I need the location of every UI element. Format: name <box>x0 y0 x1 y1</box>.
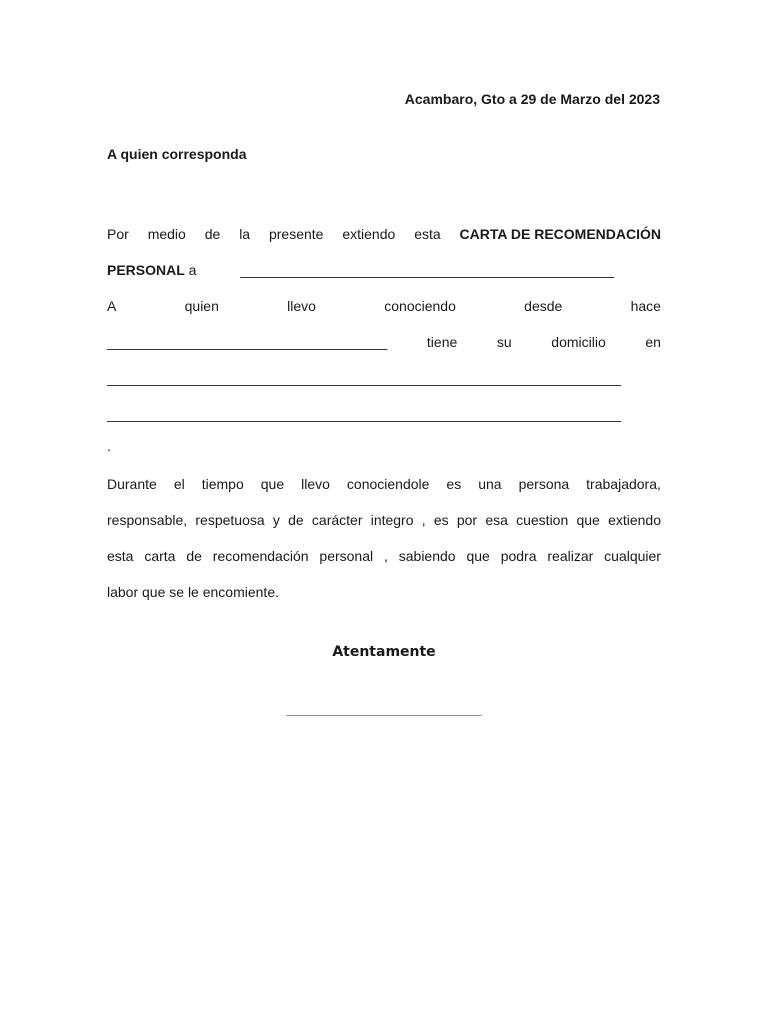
letter-type-bold: CARTA DE RECOMENDACIÓN <box>459 226 661 242</box>
word: conociendole <box>346 476 430 492</box>
paragraph1-line1 <box>107 216 661 252</box>
paragraph1-line3 <box>107 288 661 324</box>
word: carácter <box>311 512 363 528</box>
time-known-blank: ____________________________________ <box>107 334 388 350</box>
closing-atentamente: Atentamente <box>332 644 436 660</box>
word: , <box>421 512 426 528</box>
word: esta <box>107 548 134 564</box>
word: recomendación <box>212 548 309 564</box>
word: de <box>204 226 221 242</box>
word: esta <box>414 226 441 242</box>
word: en <box>645 334 661 350</box>
word: por <box>456 512 478 528</box>
word: de <box>186 548 202 564</box>
word: respetuosa <box>195 512 265 528</box>
word: la <box>239 226 251 242</box>
address-blank-line-2: __________________________________________________________________ <box>107 406 621 422</box>
word: A <box>107 298 117 314</box>
date-line: Acambaro, Gto a 29 de Marzo del 2023 <box>404 91 660 107</box>
word: y <box>272 512 280 528</box>
paragraph2-line4: labor que se le encomiente. <box>107 584 279 600</box>
word: cualquier <box>604 548 661 564</box>
word: podra <box>500 548 537 564</box>
word: su <box>496 334 512 350</box>
word: que <box>260 476 285 492</box>
paragraph2-line1 <box>107 466 661 502</box>
word: desde <box>524 298 563 314</box>
word: conociendo <box>384 298 456 314</box>
word: de <box>288 512 304 528</box>
word: extiendo <box>342 226 396 242</box>
word: presente <box>268 226 324 242</box>
word: a <box>184 262 197 278</box>
word: , <box>383 548 388 564</box>
word: quien <box>184 298 219 314</box>
word: hace <box>630 298 661 314</box>
paragraph-recommendation <box>107 216 661 468</box>
word: el <box>173 476 185 492</box>
word: domicilio <box>551 334 606 350</box>
paragraph1-line2 <box>107 252 661 288</box>
paragraph2-line2 <box>107 502 661 538</box>
word: cuestion <box>516 512 569 528</box>
word: tiene <box>426 334 458 350</box>
word: es <box>433 512 449 528</box>
recipient-name-blank: ________________________________________________ <box>240 262 615 278</box>
word: llevo <box>287 298 316 314</box>
signature-line: _________________________ <box>286 701 482 717</box>
word: medio <box>147 226 186 242</box>
word: Durante <box>107 476 157 492</box>
word: tiempo <box>201 476 244 492</box>
paragraph2-line3 <box>107 538 661 574</box>
word: Por <box>107 226 129 242</box>
word: extiendo <box>608 512 661 528</box>
address-blank-line-1: __________________________________________________________________ <box>107 370 621 386</box>
word: integro <box>370 512 414 528</box>
word: sabiendo <box>398 548 456 564</box>
word: carta <box>144 548 176 564</box>
word: esa <box>485 512 508 528</box>
paragraph-character <box>107 466 661 610</box>
word: llevo <box>301 476 330 492</box>
word: trabajadora, <box>586 476 661 492</box>
word: realizar <box>547 548 594 564</box>
greeting: A quien corresponda <box>107 146 247 162</box>
word: responsable, <box>107 512 188 528</box>
letter-type-bold-personal: PERSONAL <box>107 262 185 278</box>
word: personal <box>319 548 374 564</box>
word: una <box>478 476 502 492</box>
word: que <box>466 548 490 564</box>
word: es <box>446 476 462 492</box>
paragraph1-line4 <box>107 324 661 360</box>
word: persona <box>518 476 570 492</box>
word: que <box>576 512 600 528</box>
paragraph1-end-period: . <box>107 438 111 454</box>
